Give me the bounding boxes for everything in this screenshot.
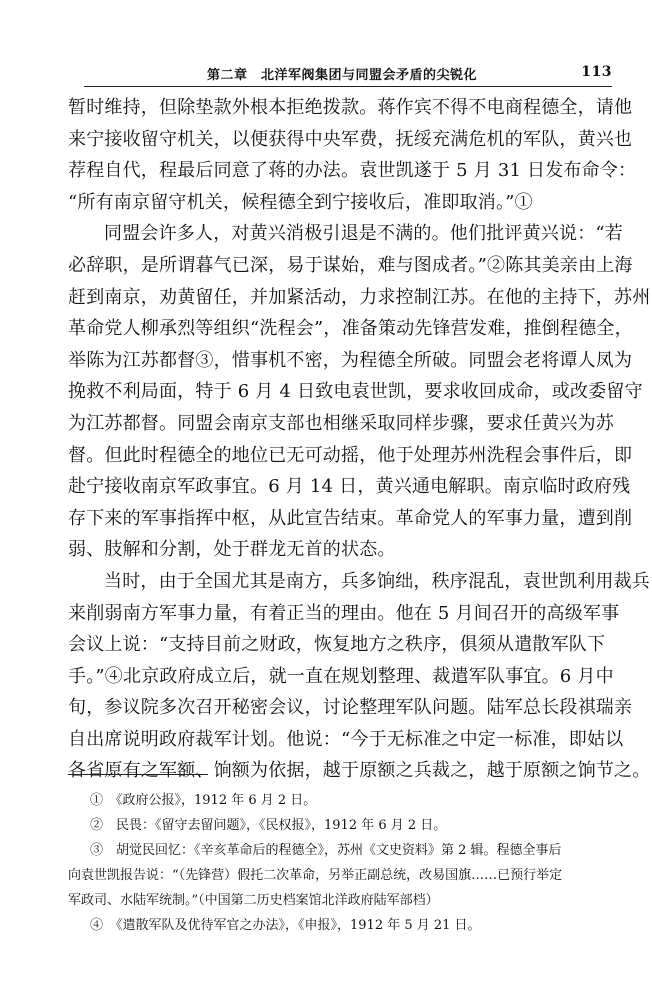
text-line: 革命党人柳承烈等组织“洗程会”，准备策动先锋营发难，推倒程德全，: [68, 318, 633, 340]
text-line: 手。”④北京政府成立后，就一直在规划整理、裁遣军队事宜。6 月中: [68, 665, 614, 687]
text-line: 荐程自代，程最后同意了蒋的办法。袁世凯遂于 5 月 31 日发布命令：: [68, 160, 637, 182]
running-header: [84, 62, 612, 84]
text-line: 赴宁接收南京军政事宜。6 月 14 日，黄兴通电解职。南京临时政府残: [68, 476, 631, 498]
page-number: 113: [581, 64, 612, 80]
text-line: 旬，参议院多次召开秘密会议，讨论整理军队问题。陆军总长段祺瑞亲: [68, 697, 633, 719]
footnote-separator: [68, 774, 208, 775]
footnote-line: 军政司、水陆军统制。”（中国第二历史档案馆北洋政府陆军部档）: [68, 893, 439, 908]
text-line: 同盟会许多人，对黄兴消极引退是不满的。他们批评黄兴说：“若: [104, 223, 623, 245]
body-text: [68, 92, 651, 787]
text-line: 举陈为江苏都督③，惜事机不密，为程德全所破。同盟会老将谭人凤为: [68, 349, 633, 371]
text-line: 来宁接收留守机关，以便获得中央军费，抚绥充满危机的军队，黄兴也: [68, 128, 633, 150]
text-line: 会议上说：“支持目前之财政，恢复地方之秩序，俱须从遣散军队下: [68, 634, 606, 656]
footnote-line: ③ 胡觉民回忆：《辛亥革命后的程德全》，苏州《文史资料》第 2 辑。程德全事后: [90, 843, 562, 858]
footnote-line: ① 《政府公报》，1912 年 6 月 2 日。: [90, 793, 317, 808]
text-line: 当时，由于全国尤其是南方，兵多饷绌，秩序混乱，袁世凯利用裁兵: [104, 570, 650, 592]
text-line: 赶到南京，劝黄留任，并加紧活动，力求控制江苏。在他的主持下，苏州: [68, 286, 651, 308]
text-line: 为江苏都督。同盟会南京支部也相继采取同样步骤，要求任黄兴为苏: [68, 412, 614, 434]
text-line: 必辞职，是所谓暮气已深，易于谋始，难与图成者。”②陈其美亲由上海: [68, 254, 633, 276]
chapter-title: 第二章 北洋军阀集团与同盟会矛盾的尖锐化: [207, 68, 478, 83]
footnote-line: ② 民畏：《留守去留问题》，《民权报》，1912 年 6 月 2 日。: [90, 818, 447, 833]
text-line: 存下来的军事指挥中枢，从此宣告结束。革命党人的军事力量，遭到削: [68, 507, 633, 529]
text-line: 暂时维持，但除垫款外根本拒绝拨款。蒋作宾不得不电商程德全，请他: [68, 97, 633, 118]
header-rule: [84, 86, 612, 87]
text-line: 自出席说明政府裁军计划。他说：“今于无标准之中定一标准，即姑以: [68, 728, 624, 750]
footnotes: [68, 788, 614, 938]
text-line: 来削弱南方军事力量，有着正当的理由。他在 5 月间召开的高级军事: [68, 602, 620, 624]
footnote-line: 向袁世凯报告说：“（先锋营）假托二次革命，另举正副总统，改易国旗……已预行举定: [68, 868, 563, 883]
text-line: 弱、肢解和分割，处于群龙无首的状态。: [68, 539, 396, 561]
footnote-line: ④ 《遣散军队及优待军官之办法》，《申报》，1912 年 5 月 21 日。: [90, 918, 481, 933]
text-line: 督。但此时程德全的地位已无可动摇，他于处理苏州洗程会事件后，即: [68, 444, 633, 466]
text-line: 挽救不利局面，特于 6 月 4 日致电袁世凯，要求收回成命，或改委留守: [68, 381, 643, 403]
text-line: 各省原有之军额、饷额为依据，越于原额之兵裁之，越于原额之饷节之。: [68, 760, 651, 782]
text-line: “所有南京留守机关，候程德全到宁接收后，准即取消。”①: [68, 191, 533, 213]
